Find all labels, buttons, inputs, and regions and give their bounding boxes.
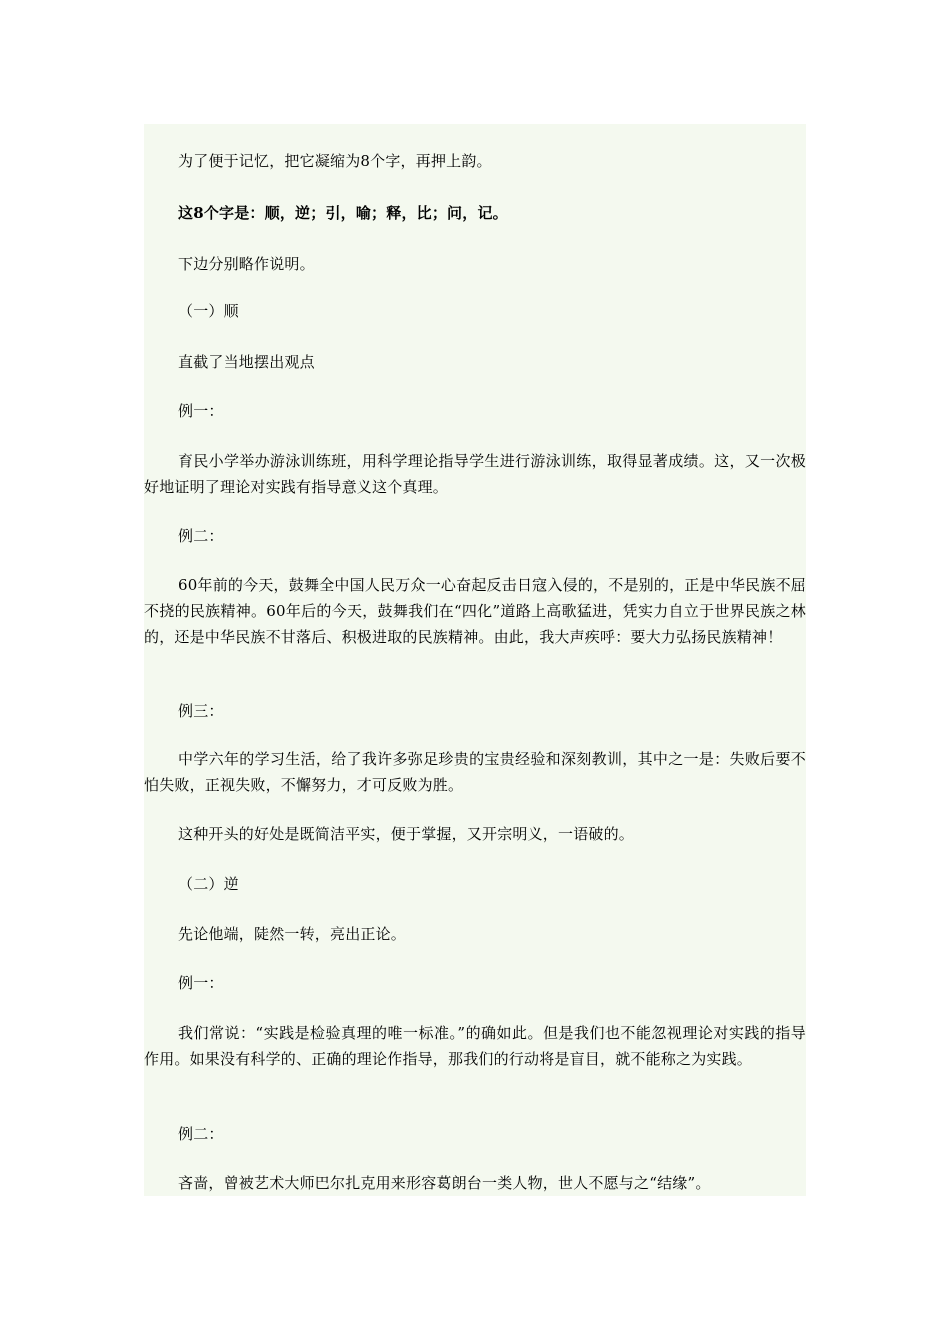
section-description-shun: 直截了当地摆出观点 bbox=[178, 353, 315, 371]
paragraph-explanation-intro: 下边分别略作说明。 bbox=[178, 255, 315, 273]
example-label-1: 例一： bbox=[178, 402, 224, 420]
section-description-ni: 先论他端，陡然一转，亮出正论。 bbox=[178, 925, 407, 943]
example-label-ni-1: 例一： bbox=[178, 974, 224, 992]
section-heading-shun: （一）顺 bbox=[178, 302, 239, 320]
example-text-2: 60年前的今天，鼓舞全中国人民万众一心奋起反击日寇入侵的，不是别的，正是中华民族不屈不挠的民族精神。60年后的今天，鼓舞我们在“四化”道路上高歌猛进，凭实力自立于世界民族之林的，还是中华民族不甘落后、积极进取的民族精神。由此，我大声疾呼：要大力弘扬民族精神！ bbox=[144, 576, 806, 646]
paragraph-advantage: 这种开头的好处是既简洁平实，便于掌握，又开宗明义，一语破的。 bbox=[178, 825, 635, 843]
example-text-3: 中学六年的学习生活，给了我许多弥足珍贵的宝贵经验和深刻教训，其中之一是：失败后要不怕失败，正视失败，不懈努力，才可反败为胜。 bbox=[144, 750, 806, 794]
example-label-ni-2: 例二： bbox=[178, 1125, 224, 1143]
paragraph-intro: 为了便于记忆，把它凝缩为8个字，再押上韵。 bbox=[178, 152, 492, 170]
example-text-1: 育民小学举办游泳训练班，用科学理论指导学生进行游泳训练，取得显著成绩。这，又一次极好地证明了理论对实践有指导意义这个真理。 bbox=[144, 452, 806, 496]
example-label-3: 例三： bbox=[178, 702, 224, 720]
paragraph-eight-words: 这8个字是：顺，逆；引，喻；释，比；问，记。 bbox=[178, 204, 508, 222]
example-text-ni-2: 吝啬，曾被艺术大师巴尔扎克用来形容葛朗台一类人物，世人不愿与之“结缘”。 bbox=[178, 1174, 711, 1192]
example-text-ni-1: 我们常说：“实践是检验真理的唯一标准。”的确如此。但是我们也不能忽视理论对实践的指导作用。如果没有科学的、正确的理论作指导，那我们的行动将是盲目，就不能称之为实践。 bbox=[144, 1024, 806, 1068]
example-label-2: 例二： bbox=[178, 527, 224, 545]
section-heading-ni: （二）逆 bbox=[178, 875, 239, 893]
